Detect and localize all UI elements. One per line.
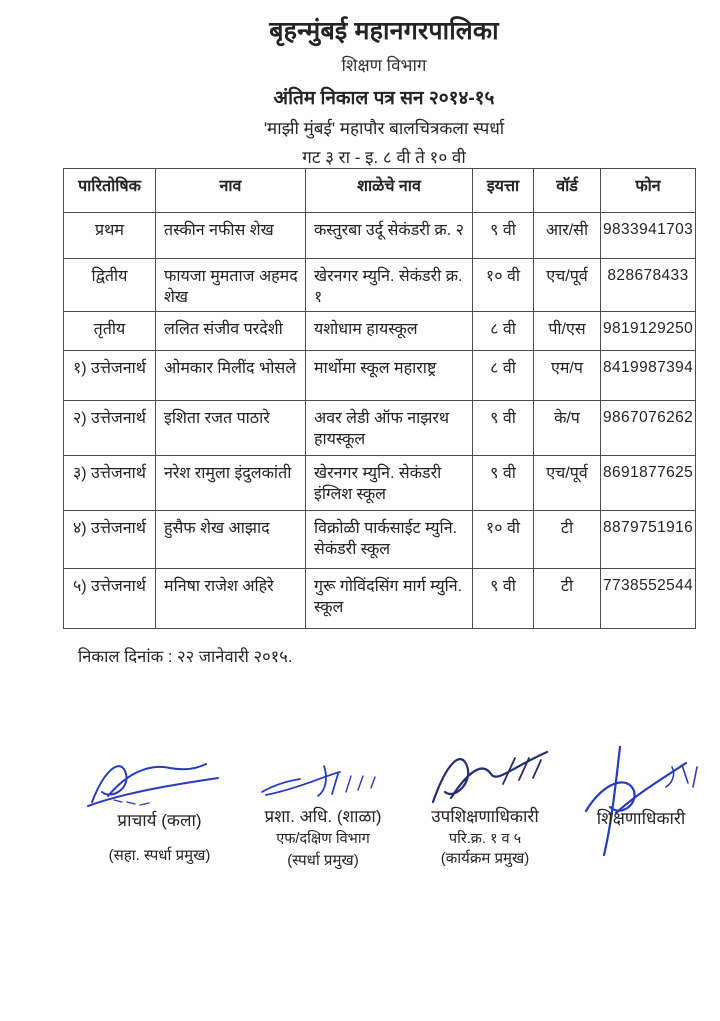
signature-block-education-officer <box>562 745 720 875</box>
signatory-tag: (स्पर्धा प्रमुख) <box>287 852 359 870</box>
page-title: बृहन्मुंबई महानगरपालिका <box>269 17 499 45</box>
signature-scribble <box>258 764 388 806</box>
table-row <box>64 213 696 259</box>
school-cell: विक्रोळी पार्कसाईट म्युनि. सेकंडरी स्कूल <box>306 511 473 569</box>
signatory-tag: (सहा. स्पर्धा प्रमुख) <box>108 847 211 865</box>
prize-cell: २) उत्तेजनार्थ <box>64 401 156 456</box>
prize-cell: प्रथम <box>64 213 156 259</box>
signatory-tag: (कार्यक्रम प्रमुख) <box>440 850 530 868</box>
document-header <box>56 13 712 168</box>
signatory-role: शिक्षणाधिकारी <box>596 809 686 828</box>
signature-block-principal-arts <box>62 758 257 866</box>
ward-cell: टी <box>534 569 601 629</box>
result-date-line: निकाल दिनांक : २२ जानेवारी २०१५. <box>78 648 293 666</box>
prize-cell: ५) उत्तेजनार्थ <box>64 569 156 629</box>
standard-cell: ९ वी <box>473 569 534 629</box>
prize-cell: ४) उत्तेजनार्थ <box>64 511 156 569</box>
department-line: शिक्षण विभाग <box>341 56 427 75</box>
name-cell: नरेश रामुला इंदुलकांती <box>156 456 306 511</box>
table-row <box>64 259 696 312</box>
phone-cell: 7738552544 <box>601 569 696 629</box>
signature-scribble <box>574 745 706 863</box>
standard-cell: ८ वी <box>473 312 534 351</box>
table-header-row <box>64 169 696 213</box>
phone-cell: 8419987394 <box>601 351 696 401</box>
name-cell: फायजा मुमताज अहमद शेख <box>156 259 306 312</box>
school-cell: कस्तुरबा उर्दू सेकंडरी क्र. २ <box>306 213 473 259</box>
ward-cell: एच/पूर्व <box>534 259 601 312</box>
school-cell: गुरू गोविंदसिंग मार्ग म्युनि. स्कूल <box>306 569 473 629</box>
name-cell: हुसैफ शेख आझाद <box>156 511 306 569</box>
school-cell: मार्थोमा स्कूल महाराष्ट्र <box>306 351 473 401</box>
phone-cell: 9819129250 <box>601 312 696 351</box>
table-row <box>64 511 696 569</box>
school-cell: अवर लेडी ऑफ नाझरथ हायस्कूल <box>306 401 473 456</box>
name-cell: तस्कीन नफीस शेख <box>156 213 306 259</box>
table-row <box>64 312 696 351</box>
school-cell: यशोधाम हायस्कूल <box>306 312 473 351</box>
signatory-role: प्राचार्य (कला) <box>117 811 202 830</box>
column-header-name: नाव <box>156 169 306 213</box>
standard-cell: ९ वी <box>473 456 534 511</box>
result-title: अंतिम निकाल पत्र सन २०१४-१५ <box>273 88 495 109</box>
table-row <box>64 456 696 511</box>
phone-cell: 8879751916 <box>601 511 696 569</box>
prize-cell: १) उत्तेजनार्थ <box>64 351 156 401</box>
signature-block-deputy-education-officer <box>400 750 570 869</box>
ward-cell: टी <box>534 511 601 569</box>
signature-block-admin-officer <box>238 764 408 871</box>
signature-scribble <box>84 758 236 810</box>
prize-cell: ३) उत्तेजनार्थ <box>64 456 156 511</box>
name-cell: इशिता रजत पाठारे <box>156 401 306 456</box>
phone-cell: 9867076262 <box>601 401 696 456</box>
ward-cell: एम/प <box>534 351 601 401</box>
column-header-standard: इयत्ता <box>473 169 534 213</box>
table-row <box>64 351 696 401</box>
school-cell: खेरनगर म्युनि. सेकंडरी क्र. १ <box>306 259 473 312</box>
phone-cell: 9833941703 <box>601 213 696 259</box>
name-cell: मनिषा राजेश अहिरे <box>156 569 306 629</box>
prize-cell: द्वितीय <box>64 259 156 312</box>
standard-cell: ९ वी <box>473 401 534 456</box>
standard-cell: १० वी <box>473 259 534 312</box>
column-header-prize: पारितोषिक <box>64 169 156 213</box>
name-cell: ललित संजीव परदेशी <box>156 312 306 351</box>
ward-cell: एच/पूर्व <box>534 456 601 511</box>
standard-cell: १० वी <box>473 511 534 569</box>
results-table <box>63 168 696 629</box>
signatory-dept: परि.क्र. १ व ५ <box>448 831 522 848</box>
ward-cell: के/प <box>534 401 601 456</box>
signatory-dept: एफ/दक्षिण विभाग <box>276 831 370 848</box>
standard-cell: ८ वी <box>473 351 534 401</box>
column-header-phone: फोन <box>601 169 696 213</box>
signatory-role: उपशिक्षणाधिकारी <box>431 807 539 826</box>
competition-line: 'माझी मुंबई' महापौर बालचित्रकला स्पर्धा <box>263 119 505 138</box>
name-cell: ओमकार मिलींद भोसले <box>156 351 306 401</box>
table-row <box>64 401 696 456</box>
group-line: गट ३ रा - इ. ८ वी ते १० वी <box>302 148 466 167</box>
standard-cell: ९ वी <box>473 213 534 259</box>
phone-cell: 828678433 <box>601 259 696 312</box>
phone-cell: 8691877625 <box>601 456 696 511</box>
table-row <box>64 569 696 629</box>
school-cell: खेरनगर म्युनि. सेकंडरी इंग्लिश स्कूल <box>306 456 473 511</box>
ward-cell: आर/सी <box>534 213 601 259</box>
signatory-role: प्रशा. अधि. (शाळा) <box>264 807 382 826</box>
column-header-school: शाळेचे नाव <box>306 169 473 213</box>
ward-cell: पी/एस <box>534 312 601 351</box>
column-header-ward: वॉर्ड <box>534 169 601 213</box>
signature-scribble <box>415 750 555 806</box>
prize-cell: तृतीय <box>64 312 156 351</box>
